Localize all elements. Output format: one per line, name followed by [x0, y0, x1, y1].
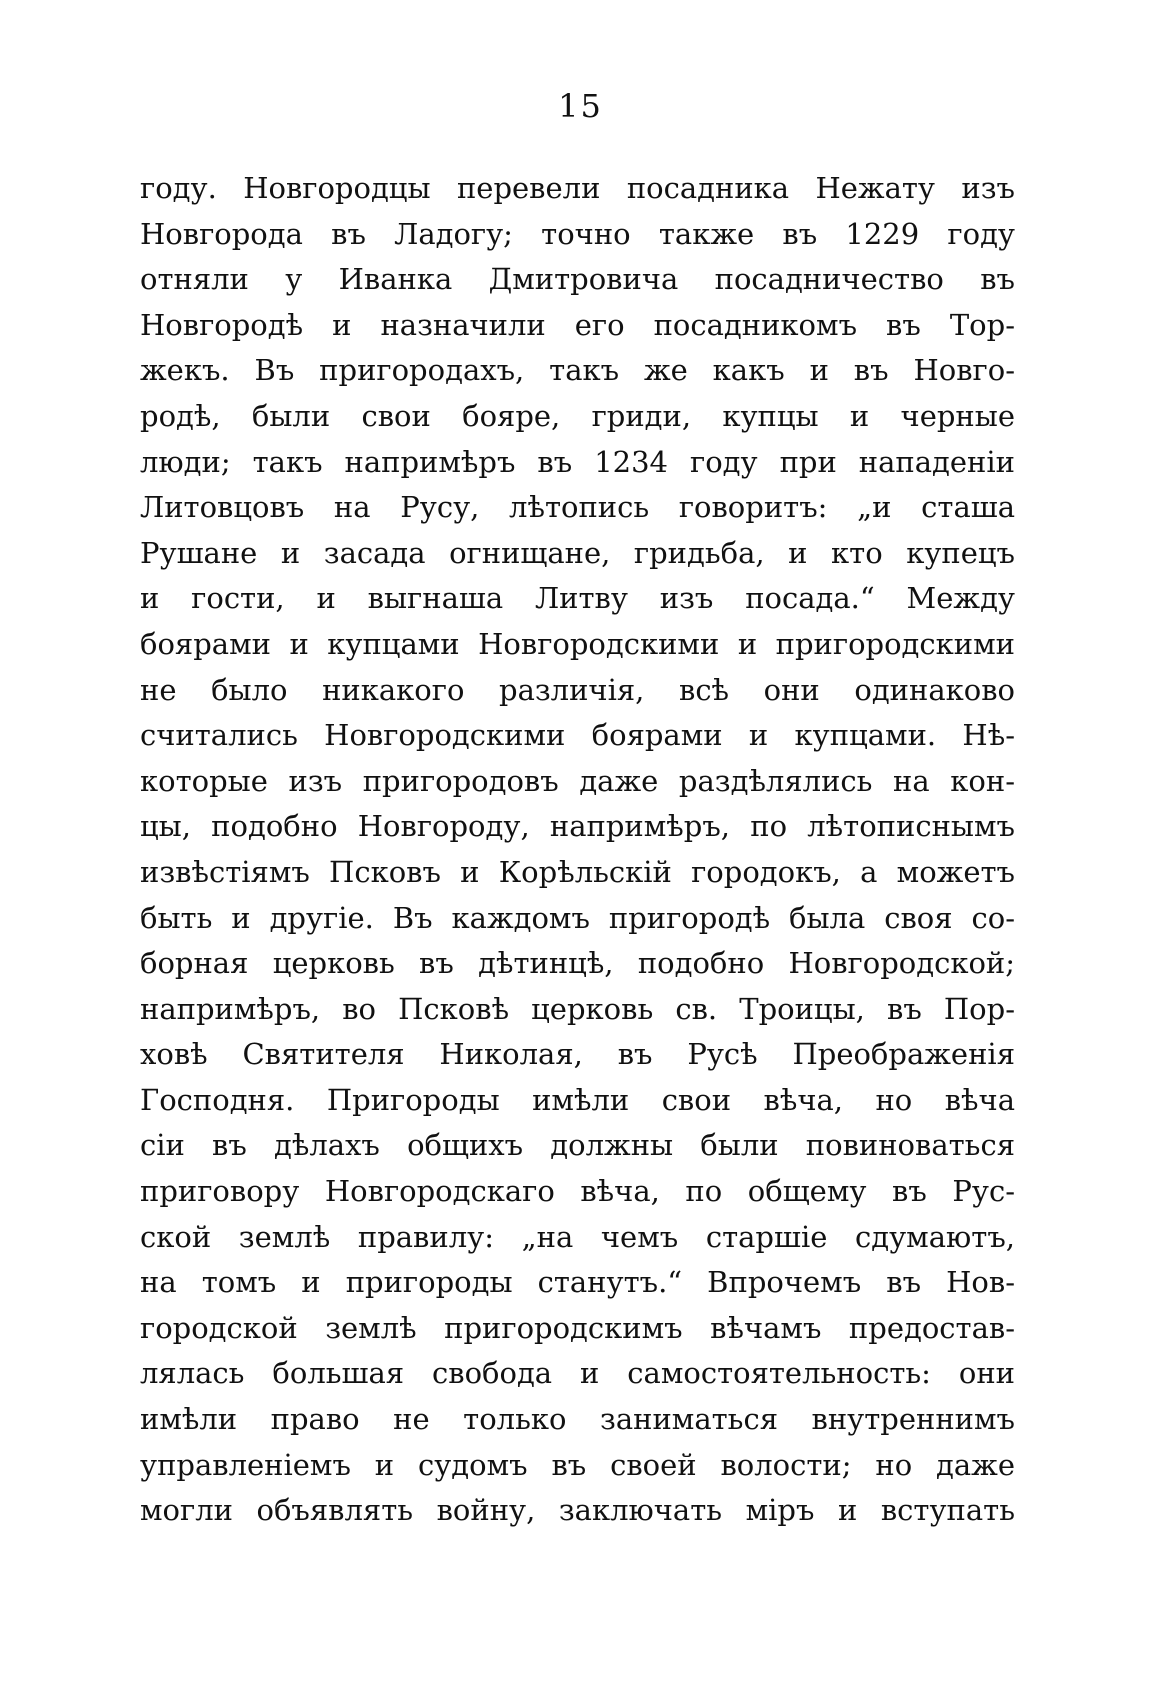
text-line: на томъ и пригороды станутъ.“ Впрочемъ въ Нов- [140, 1265, 1015, 1300]
text-line: Литовцовъ на Русу, лѣтопись говоритъ: „и сташа [140, 490, 1015, 525]
text-line: сiи въ дѣлахъ общихъ должны были повиноваться [140, 1128, 1015, 1163]
text-line: люди; такъ напримѣръ въ 1234 году при нападенiи [140, 444, 1015, 479]
text-line: извѣстiямъ Псковъ и Корѣльскiй городокъ, а можетъ [140, 854, 1015, 889]
text-line: году. Новгородцы перевели посадника Нежату изъ [140, 171, 1015, 205]
text-line: напримѣръ, во Псковѣ церковь св. Троицы, въ Пор- [140, 991, 1015, 1026]
text-line: управленiемъ и судомъ въ своей волости; но даже [140, 1447, 1015, 1482]
text-line: и гости, и выгнаша Литву изъ посада.“ Между [140, 581, 1015, 616]
text-line: ской землѣ правилу: „на чемъ старшiе сдумаютъ, [140, 1219, 1015, 1254]
text-line: городской землѣ пригородскимъ вѣчамъ предостав- [140, 1310, 1015, 1345]
text-line: Новгорода въ Ладогу; точно также въ 1229 году [140, 216, 1015, 251]
text-line: не было никакого различiя, всѣ они одинаково [140, 672, 1015, 707]
text-line: боярами и купцами Новгородскими и пригородскими [140, 626, 1015, 661]
text-line: отняли у Иванка Дмитровича посадничество въ [140, 262, 1015, 297]
text-line: которые изъ пригородовъ даже раздѣлялись на кон- [140, 763, 1015, 798]
text-line: лялась большая свобода и самостоятельность: они [140, 1356, 1015, 1391]
text-line: считались Новгородскими боярами и купцами. Нѣ- [140, 718, 1015, 753]
text-line: приговору Новгородскаго вѣча, по общему въ Рус- [140, 1174, 1015, 1209]
text-line: могли объявлять войну, заключать мiръ и вступать [140, 1493, 1015, 1528]
text-line: жекъ. Въ пригородахъ, такъ же какъ и въ Новго- [140, 353, 1015, 388]
text-line: борная церковь въ дѣтинцѣ, подобно Новгородской; [140, 946, 1015, 981]
text-line: имѣли право не только заниматься внутреннимъ [140, 1402, 1015, 1437]
text-line: родѣ, были свои бояре, гриди, купцы и черные [140, 398, 1015, 433]
text-line: Рушане и засада огнищане, гридьба, и кто купецъ [140, 535, 1015, 570]
text-line: Господня. Пригороды имѣли свои вѣча, но вѣча [140, 1082, 1015, 1117]
text-line: Новгородѣ и назначили его посадникомъ въ Тор- [140, 307, 1015, 342]
text-line: ховѣ Святителя Николая, въ Русѣ Преображенiя [140, 1037, 1015, 1072]
body-text [140, 166, 1015, 1534]
text-line: быть и другiе. Въ каждомъ пригородѣ была своя со- [140, 900, 1015, 935]
text-line: цы, подобно Новгороду, напримѣръ, по лѣтописнымъ [140, 809, 1015, 844]
page-number: 15 [558, 87, 603, 125]
